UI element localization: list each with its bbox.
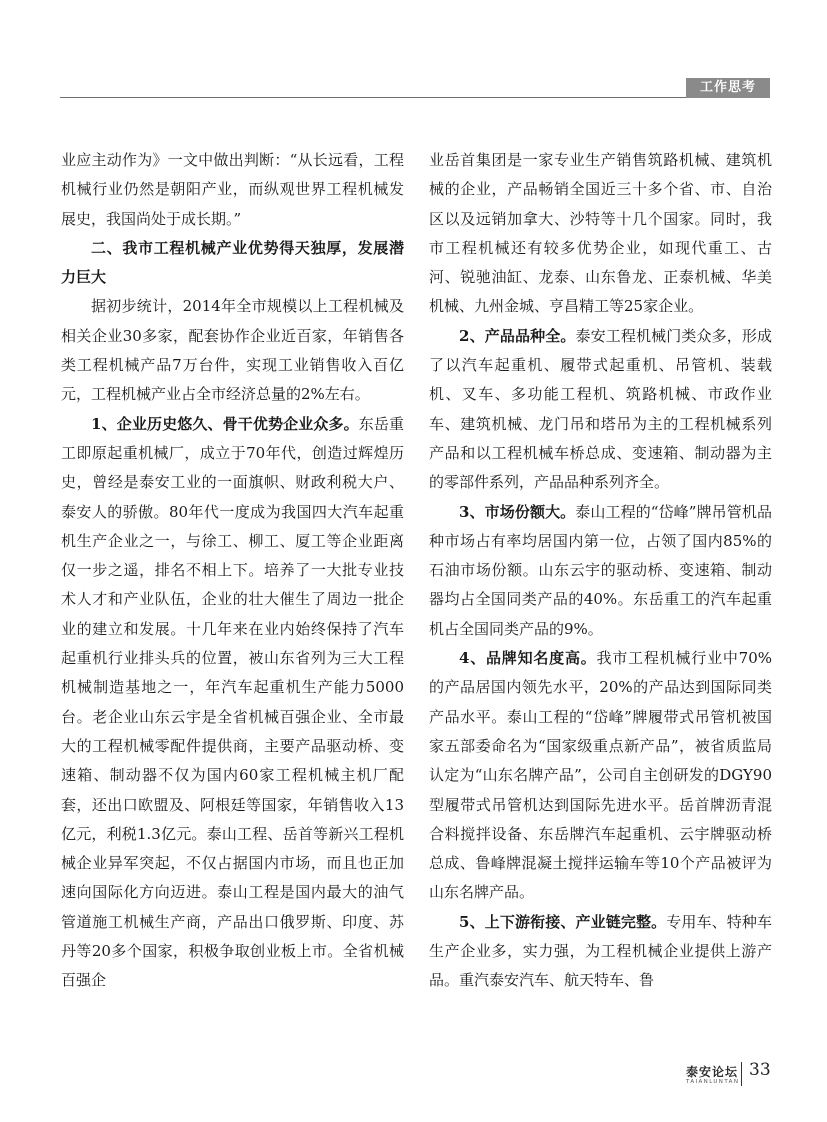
right-column bbox=[429, 146, 772, 996]
item-5-heading: 5、上下游衔接、产业链完整。 bbox=[459, 912, 667, 931]
footer-divider bbox=[741, 1062, 742, 1086]
footer-brand-pinyin: TAIANLUNTAN bbox=[686, 1079, 740, 1085]
item-2-body: 泰安工程机械门类众多，形成了以汽车起重机、履带式起重机、吊管机、装载机、叉车、多功能工程机、筑路机械、市政作业车、建筑机械、龙门吊和塔吊为主的工程机械系列产品和以工程机械车桥总成、变速箱、制动器为主的零部件系列，产品品种系列齐全。 bbox=[429, 326, 772, 492]
left-paragraph-1: 业应主动作为》一文中做出判断：“从长远看，工程机械行业仍然是朝阳产业，而纵观世界工程机械发展史，我国尚处于成长期。” bbox=[61, 151, 404, 228]
item-5-body: 专用车、特种车生产企业多，实力强，为工程机械企业提供上游产品。重汽泰安汽车、航天特车、鲁 bbox=[429, 912, 772, 990]
section-heading-2: 二、我市工程机械产业优势得天独厚，发展潜力巨大 bbox=[61, 238, 404, 287]
item-4-body: 我市工程机械行业中70%的产品居国内领先水平，20%的产品达到国际同类产品水平。泰山工程的“岱峰”牌履带式吊管机被国家五部委命名为“国家级重点新产品”，被省质监局认定为“山东名牌产品”，公司自主创研发的DGY90型履带式吊管机达到国际先进水平。岳首牌沥青混合料搅拌设备、东岳牌汽车起重机、云宇牌驱动桥总成、鲁峰牌混凝土搅拌运输车等10个产品被评为山东名牌产品。 bbox=[429, 649, 772, 902]
left-paragraph-2: 据初步统计，2014年全市规模以上工程机械及相关企业30多家，配套协作企业近百家，年销售各类工程机械产品7万台件，实现工业销售收入百亿元，工程机械产业占全市经济总量的2%左右。 bbox=[61, 297, 404, 404]
page-number: 33 bbox=[749, 1060, 771, 1080]
item-4-heading: 4、品牌知名度高。 bbox=[459, 649, 597, 668]
left-column bbox=[61, 146, 404, 996]
footer-brand: 泰安论坛 bbox=[686, 1065, 739, 1079]
item-3-body: 泰山工程的“岱峰”牌吊管机品种市场占有率均居国内第一位，占领了国内85%的石油市场份额。山东云宇的驱动桥、变速箱、制动器均占全国同类产品的40%。东岳重工的汽车起重机占全国同类产品的9%。 bbox=[429, 502, 772, 638]
item-2-paragraph bbox=[429, 322, 772, 498]
item-3-heading: 3、市场份额大。 bbox=[459, 502, 576, 521]
item-4-paragraph bbox=[429, 644, 772, 908]
header-rule bbox=[60, 97, 770, 98]
item-1-heading: 1、企业历史悠久、骨干优势企业众多。 bbox=[91, 414, 359, 433]
item-1-paragraph bbox=[61, 410, 404, 996]
item-2-heading: 2、产品品种全。 bbox=[459, 326, 576, 345]
right-paragraph-1: 业岳首集团是一家专业生产销售筑路机械、建筑机械的企业，产品畅销全国近三十多个省、市、自治区以及远销加拿大、沙特等十几个国家。同时，我市工程机械还有较多优势企业，如现代重工、古河、锐驰油缸、龙泰、山东鲁龙、正泰机械、华美机械、九州金城、亨昌精工等25家企业。 bbox=[429, 151, 772, 316]
section-tag: 工作思考 bbox=[686, 78, 770, 98]
item-3-paragraph bbox=[429, 498, 772, 644]
item-1-body: 东岳重工即原起重机械厂，成立于70年代，创造过辉煌历史，曾经是泰安工业的一面旗帜、财政利税大户、泰安人的骄傲。80年代一度成为我国四大汽车起重机生产企业之一，与徐工、柳工、厦工等企业距离仅一步之遥，排名不相上下。培养了一大批专业技术人才和产业队伍，企业的壮大催生了周边一批企业的建立和发展。十几年来在业内始终保持了汽车起重机行业排头兵的位置，被山东省列为三大工程机械制造基地之一，年汽车起重机生产能力5000台。老企业山东云宇是全省机械百强企业、全市最大的工程机械零配件提供商，主要产品驱动桥、变速箱、制动器不仅为国内60家工程机械主机厂配套，还出口欧盟及、阿根廷等国家，年销售收入13亿元，利税1.3亿元。泰山工程、岳首等新兴工程机械企业异军突起，不仅占据国内市场，而且也正加速向国际化方向迈进。泰山工程是国内最大的油气管道施工机械生产商，产品出口俄罗斯、印度、苏丹等20多个国家，积极争取创业板上市。全省机械百强企 bbox=[61, 414, 404, 990]
item-5-paragraph bbox=[429, 908, 772, 996]
